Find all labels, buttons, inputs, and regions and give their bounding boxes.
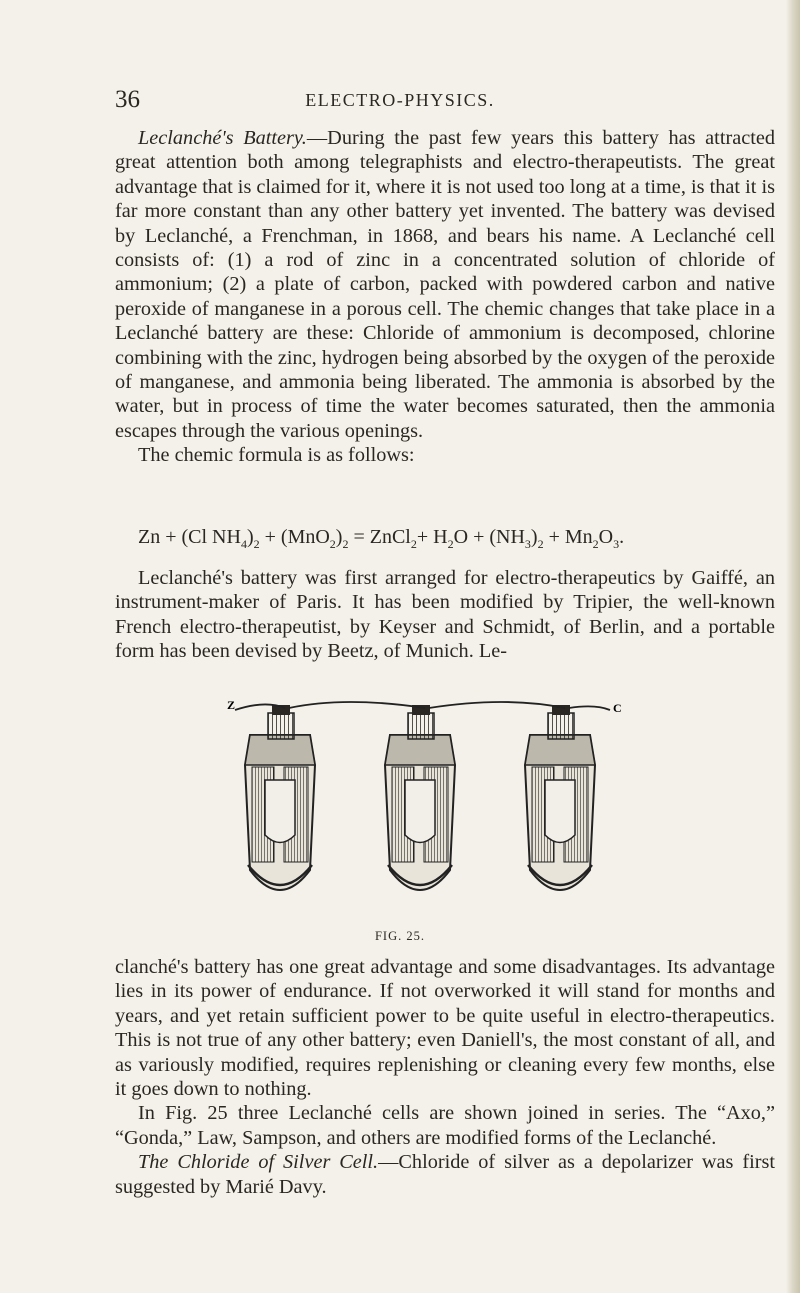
- paragraph-formula-intro: The chemic formula is as follows:: [138, 444, 415, 467]
- section-heading-silver-cell: The Chloride of Silver Cell.: [138, 1151, 379, 1174]
- battery-illustration: [225, 700, 625, 910]
- wire-1: [289, 702, 425, 708]
- body-top: [115, 126, 775, 468]
- paragraph-leclanche-battery: [115, 126, 775, 443]
- page-header: [0, 86, 800, 116]
- page-edge: [786, 0, 800, 1293]
- paragraph-gaiffe: Leclanché's battery was first arranged for electro-therapeutics by Gaiffé, an instrument-maker of Paris. It has been modified by Tripier, the well-known French electro-therapeutist, by Keyser and Schmidt, of Berlin, and a portable form has been devised by Beetz, of Munich. Le-: [115, 567, 775, 663]
- wire-2: [429, 702, 565, 708]
- body-middle: [115, 566, 775, 664]
- page-number: 36: [115, 86, 140, 113]
- chemical-formula: Zn + (Cl $NH_4)_2 + (MnO_2)_2$ = ZnCl$_2$+ $H_2O + (NH_3)_2 + Mn_2O_3$.: [138, 526, 625, 551]
- paragraph-endurance: clanché's battery has one great advantage and some disadvantages. Its advantage lies in its power of endurance. If not overworked it will stand for months and years, and yet retain sufficient power to be quite useful in electro-therapeutics. This is not true of any other battery; even Daniell's, the most constant of all, and as variously modified, requires replenishing or cleaning every few months, else it goes down to nothing.: [115, 956, 775, 1101]
- paragraph-silver-cell: [115, 1150, 775, 1199]
- section-heading-leclanche: Leclanché's Battery.: [138, 127, 307, 149]
- paragraph-text: —During the past few years this battery has attracted great attention both among telegraphists and electro-therapeutists. The great advantage that is claimed for it, where it is not used too long at a time, is that it is far more constant than any other battery yet invented. The battery was devised by Leclanché, a Frenchman, in 1868, and bears his name. A Leclanché cell consists of: (1) a rod of zinc in a concentrated solution of chloride of ammonium; (2) a plate of carbon, packed with powdered carbon and native peroxide of manganese in a porous cell. The chemic changes that take place in a Leclanché battery are these: Chloride of ammonium is decomposed, chlorine combining with the zinc, hydrogen being absorbed by the oxygen of the peroxide of manganese, and ammonia being liberated. The ammonia is absorbed by the water, but in process of time the water becomes saturated, then the ammonia escapes through the various openings.: [115, 127, 775, 442]
- paragraph-fig25: In Fig. 25 three Leclanché cells are shown joined in series. The “Axo,” “Gonda,” Law, Sampson, and others are modified forms of the Leclanché.: [115, 1102, 775, 1149]
- figure-leclanche-cells: [225, 700, 625, 910]
- body-bottom: [115, 955, 775, 1199]
- figure-caption: FIG. 25.: [374, 929, 426, 943]
- wire-right: [569, 706, 610, 710]
- terminal-label-z: Z: [227, 700, 236, 712]
- paragraph-text: —Chloride of silver as a depolarizer was first suggested by Marié Davy.: [115, 1151, 775, 1198]
- terminal-label-c: C: [613, 701, 622, 715]
- running-head: ELECTRO-PHYSICS.: [305, 90, 495, 110]
